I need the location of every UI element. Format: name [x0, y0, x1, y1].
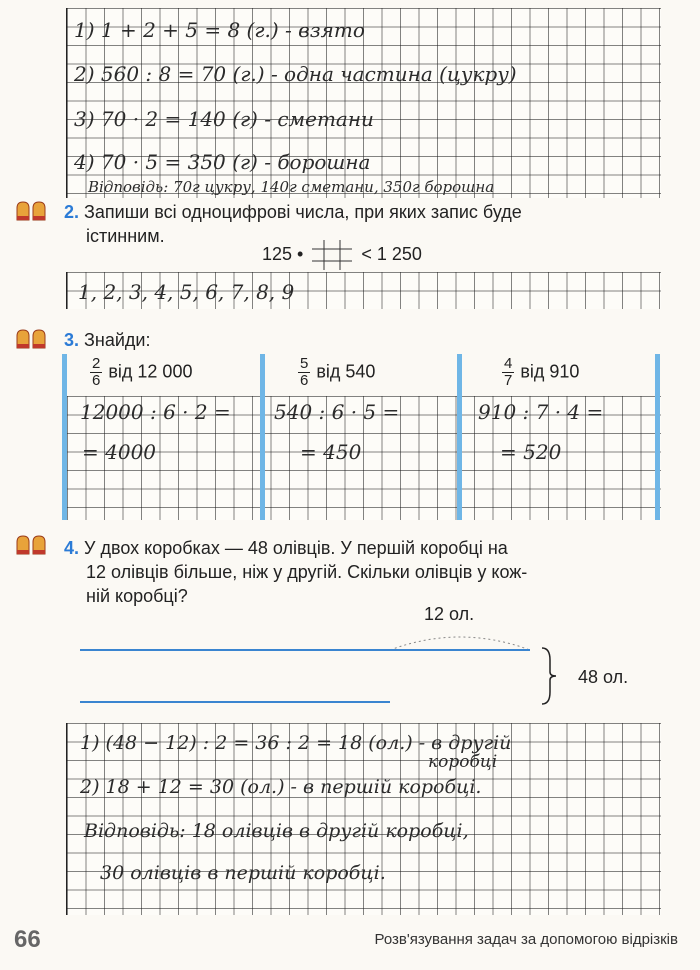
task3-title	[64, 328, 150, 352]
task3-title-text: Знайди:	[84, 330, 151, 350]
task2-number: 2.	[64, 202, 80, 222]
task2-answer: 1, 2, 3, 4, 5, 6, 7, 8, 9	[78, 280, 295, 304]
task3-number: 3.	[64, 330, 80, 350]
task2-expr-right: < 1 250	[361, 243, 422, 264]
segment-diagram	[60, 620, 620, 710]
task1-answer: Відповідь: 70г цукру, 140г сметани, 350г борошна	[88, 178, 495, 196]
task4-step-2: 2) 18 + 12 = 30 (ол.) - в першій коробці.	[80, 776, 482, 798]
blank-cell-icon	[312, 240, 352, 270]
page-number: 66	[14, 926, 41, 953]
mittens-icon	[14, 200, 48, 222]
task2-text-line2: істинним.	[86, 226, 165, 246]
task2-expression	[262, 240, 422, 270]
section-divider	[260, 354, 265, 520]
task4-step-1: 1) (48 − 12) : 2 = 36 : 2 = 18 (ол.) - в другій	[80, 732, 512, 754]
section-divider	[62, 354, 67, 520]
fraction: $\frac{5}{6}$	[300, 355, 309, 389]
task4-statement	[64, 536, 527, 608]
mittens-icon	[14, 534, 48, 556]
task3-calc-3-line2: = 520	[500, 440, 562, 464]
task3-item-2: $\frac{5}{6}$ від 540	[300, 355, 376, 389]
task4-number: 4.	[64, 538, 80, 558]
task1-step-4: 4) 70 · 5 = 350 (г) - борошна	[74, 150, 371, 174]
task3-calc-3-line1: 910 : 7 · 4 =	[478, 400, 604, 424]
section-divider	[655, 354, 660, 520]
task4-text-line2: 12 олівців більше, ніж у другій. Скільки олівців у кож-	[86, 562, 528, 582]
task2-expr-left: 125 •	[262, 243, 304, 264]
diagram-total-label: 48 ол.	[578, 667, 629, 687]
section-divider	[457, 354, 462, 520]
task3-item-3: $\frac{4}{7}$ від 910	[504, 355, 580, 389]
task1-step-2: 2) 560 : 8 = 70 (г.) - одна частина (цукру)	[74, 62, 517, 86]
task4-text-line3: ній коробці?	[86, 586, 188, 606]
task3-calc-1-line2: = 4000	[82, 440, 157, 464]
task3-item-1: $\frac{2}{6}$ від 12 000	[92, 355, 193, 389]
task1-step-3: 3) 70 · 2 = 140 (г) - сметани	[74, 107, 374, 131]
diagram-top-label: 12 ол.	[424, 604, 475, 624]
fraction: $\frac{2}{6}$	[92, 355, 101, 389]
task4-answer-line2: 30 олівців в першій коробці.	[100, 862, 386, 884]
task4-step-1-cont: коробці	[428, 752, 498, 772]
fraction: $\frac{4}{7}$	[504, 355, 513, 389]
footer-title: Розв'язування задач за допомогою відрізків	[374, 931, 678, 948]
task3-calc-2-line2: = 450	[300, 440, 362, 464]
task1-step-1: 1) 1 + 2 + 5 = 8 (г.) - взято	[74, 18, 365, 42]
mittens-icon	[14, 328, 48, 350]
task3-calc-2-line1: 540 : 6 · 5 =	[274, 400, 400, 424]
task3-calc-1-line1: 12000 : 6 · 2 =	[80, 400, 231, 424]
task2-text-line1: Запиши всі одноцифрові числа, при яких запис буде	[84, 202, 522, 222]
task4-answer-line1: Відповідь: 18 олівців в другій коробці,	[84, 820, 469, 842]
task4-text-line1: У двох коробках — 48 олівців. У першій коробці на	[84, 538, 508, 558]
